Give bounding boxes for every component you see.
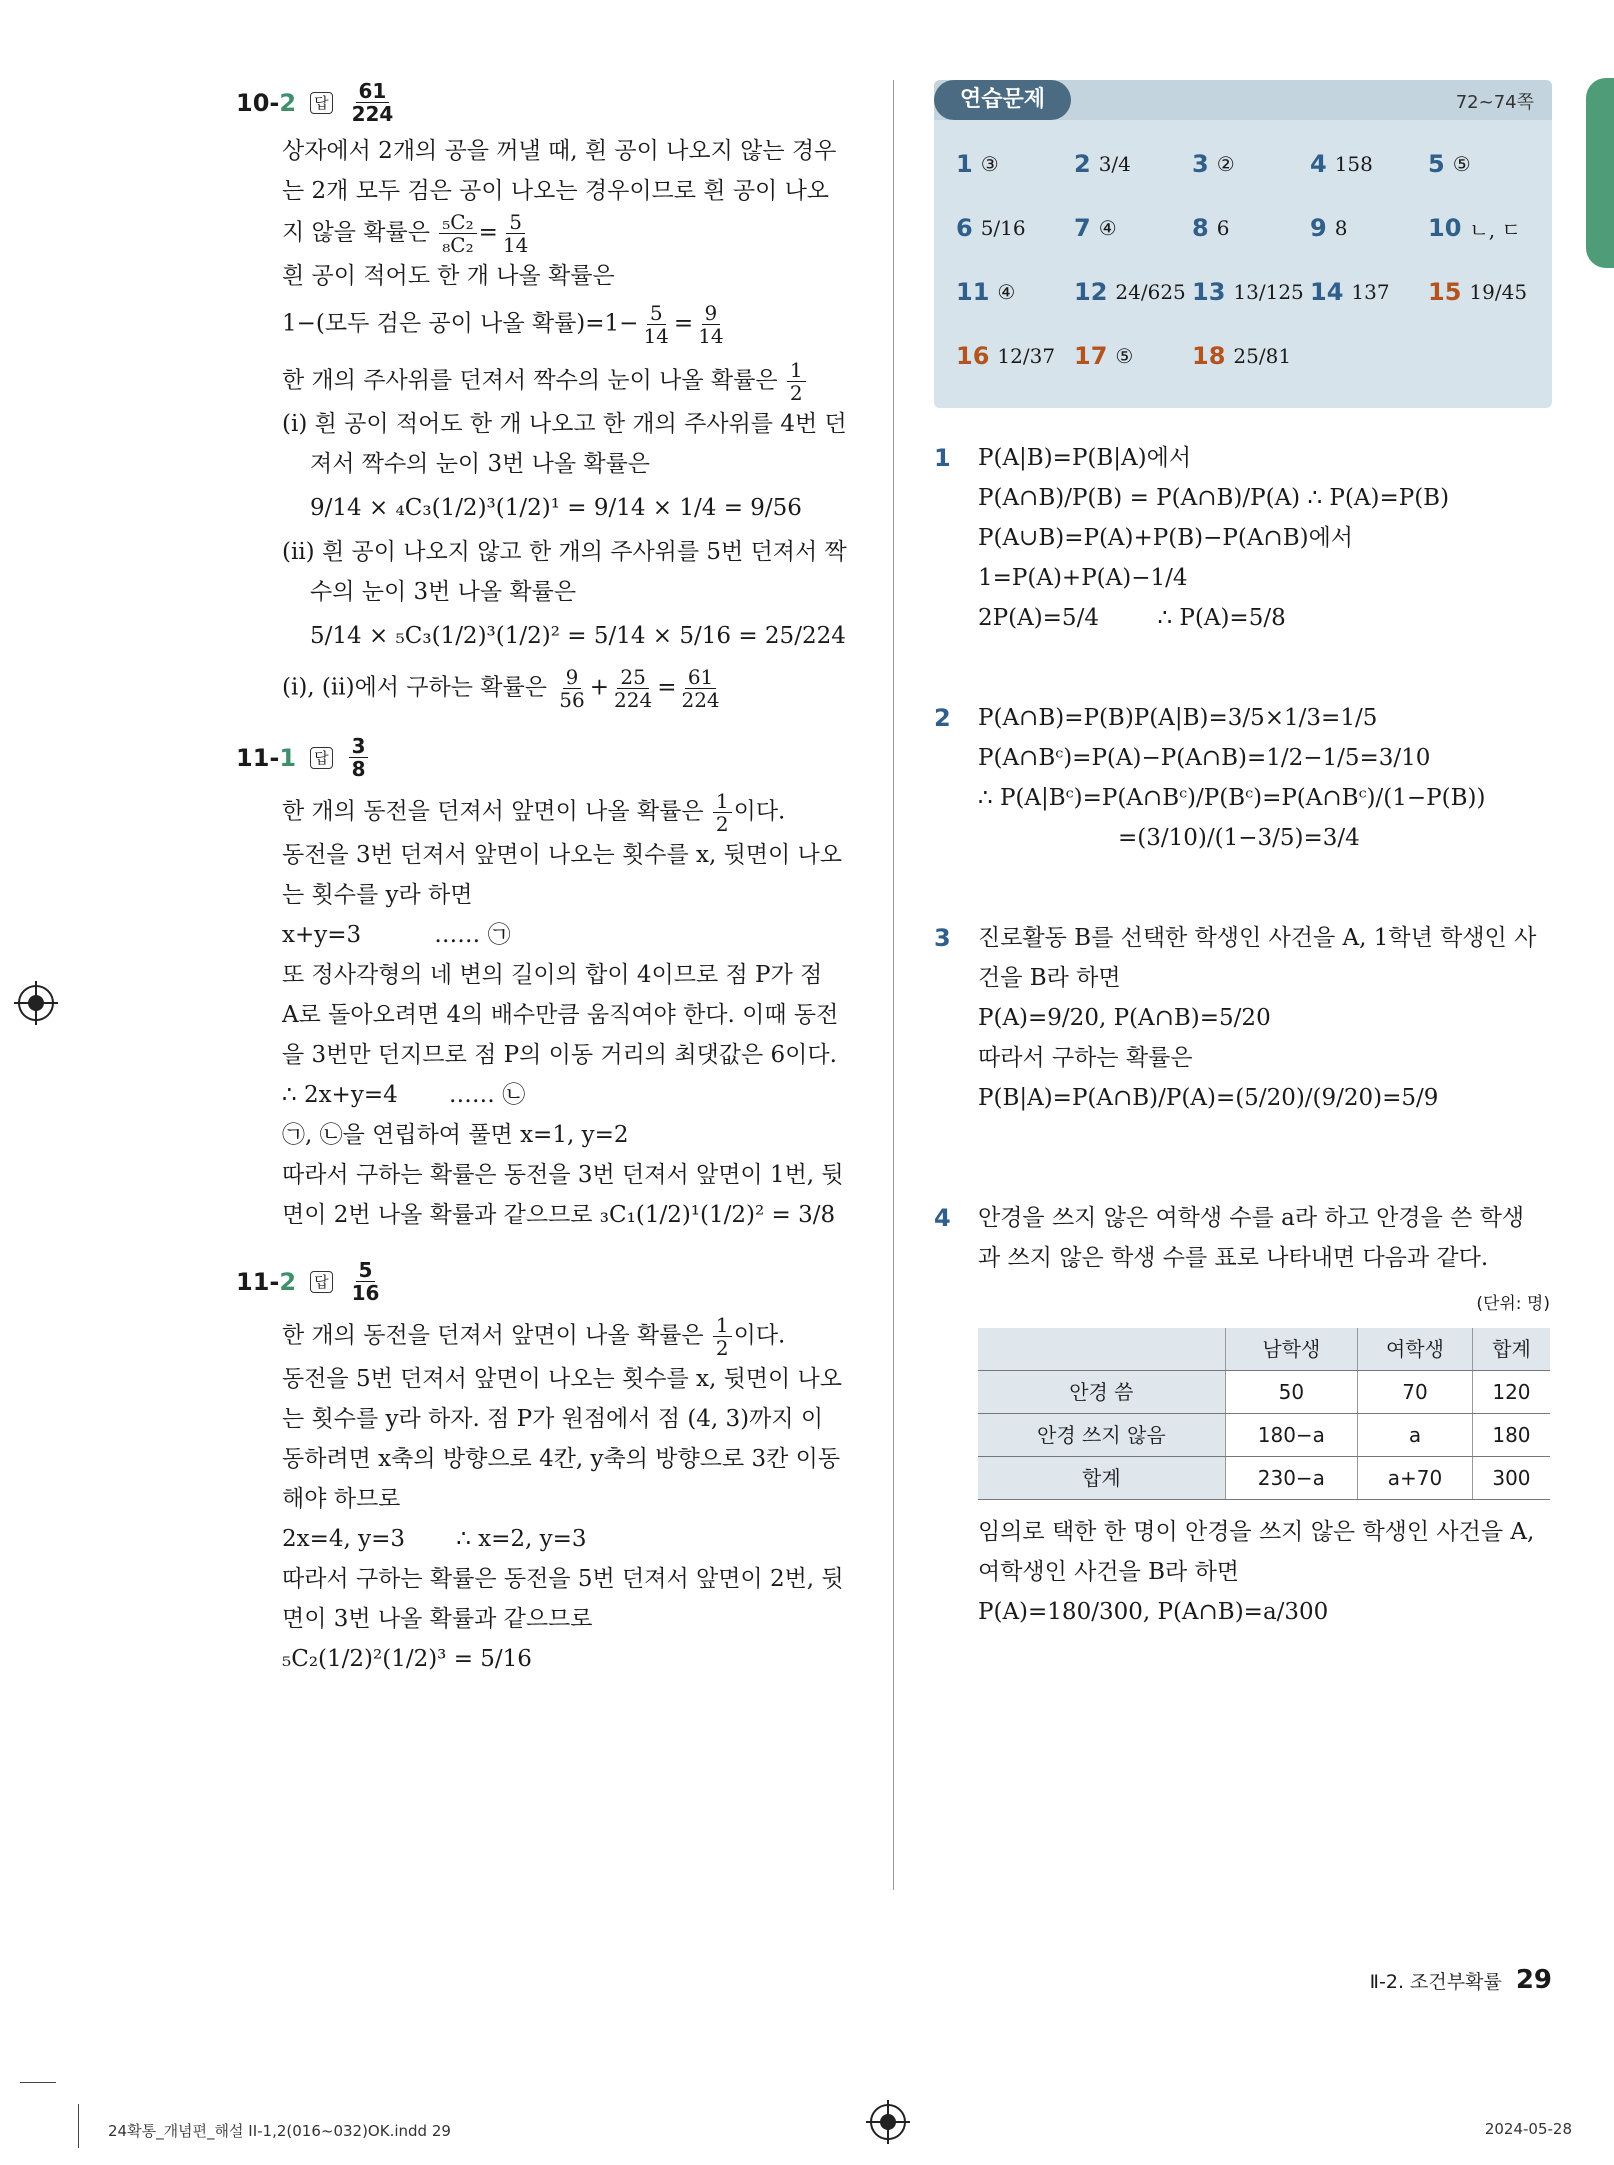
text-line: 한 개의 동전을 던져서 앞면이 나올 확률은 $\frac{1}{2}$ 이다.	[282, 789, 786, 836]
table-row	[978, 1414, 1550, 1457]
answer-item	[1074, 136, 1192, 192]
answer-value: ㄴ, ㄷ	[1469, 217, 1521, 242]
text-line: A로 돌아오려면 4의 배수만큼 움직여야 한다. 이때 동전	[282, 1002, 839, 1028]
solution-number: 4	[934, 1204, 951, 1232]
column-divider	[893, 80, 894, 1890]
table-cell: a	[1358, 1414, 1473, 1457]
table-header: 합계	[1472, 1328, 1550, 1371]
answer-value: $\frac{61}{224}$	[351, 79, 394, 126]
text-line: 면이 2번 나올 확률과 같으므로 ₃C₁(1/2)¹(1/2)² = 3/8	[282, 1202, 836, 1228]
answer-item	[1192, 328, 1310, 384]
text-line: 을 3번만 던지므로 점 P의 이동 거리의 최댓값은 6이다.	[282, 1042, 837, 1068]
math-line: P(B|A)=P(A∩B)/P(A)=(5/20)/(9/20)=5/9	[978, 1085, 1439, 1111]
table-cell: a+70	[1358, 1457, 1473, 1500]
answer-value: 6	[1216, 216, 1230, 240]
answer-number: 17	[1074, 342, 1108, 370]
answer-item	[1074, 328, 1192, 384]
text-line: 지 않을 확률은 $\frac{\text{₅C₂}}{\text{₈C₂}}$ = $\frac{5}{14}$	[282, 210, 529, 257]
text-line: 는 2개 모두 검은 공이 나오는 경우이므로 흰 공이 나오	[282, 178, 830, 204]
chapter-side-tab	[1586, 78, 1614, 268]
table-cell: 120	[1472, 1371, 1550, 1414]
text-line: (ⅱ) 흰 공이 나오지 않고 한 개의 주사위를 5번 던져서 짝	[282, 539, 847, 565]
solution-number: 3	[934, 924, 951, 952]
text-line: 임의로 택한 한 명이 안경을 쓰지 않은 학생인 사건을 A,	[978, 1519, 1535, 1545]
answer-value: 5/16	[980, 216, 1026, 240]
text-line: (ⅰ) 흰 공이 적어도 한 개 나오고 한 개의 주사위를 4번 던	[282, 411, 847, 437]
answer-number: 13	[1192, 278, 1226, 306]
registration-mark-icon	[18, 985, 54, 1021]
answer-item	[1192, 136, 1310, 192]
text-line: 한 개의 주사위를 던져서 짝수의 눈이 나올 확률은 $\frac{1}{2}$	[282, 359, 856, 404]
math-line: P(A∩B)=P(B)P(A|B)=3/5×1/3=1/5	[978, 705, 1378, 731]
answer-number: 16	[956, 342, 990, 370]
table-cell: 안경 쓰지 않음	[978, 1414, 1225, 1457]
text-line: 는 횟수를 y라 하자. 점 P가 원점에서 점 (4, 3)까지 이	[282, 1406, 824, 1432]
answer-item	[1192, 200, 1310, 256]
text-line: 흰 공이 적어도 한 개 나올 확률은	[282, 263, 615, 289]
solution-10-2	[236, 80, 856, 711]
math-line: P(A∪B)=P(A)+P(B)−P(A∩B)에서	[978, 525, 1354, 551]
file-slug: 24확통_개념편_해설 II-1,2(016~032)OK.indd 29	[108, 2122, 451, 2140]
solution-11-2	[236, 1259, 856, 1679]
section-label: Ⅱ-2. 조건부확률	[1369, 1971, 1502, 1993]
answer-item	[956, 200, 1074, 256]
registration-mark-icon	[870, 2104, 906, 2140]
answer-item	[1428, 264, 1546, 320]
answer-value: 3/4	[1098, 152, 1131, 176]
answer-value: 13/125	[1233, 280, 1304, 304]
math-line: 9/14 × ₄C₃(1/2)³(1/2)¹ = 9/14 × 1/4 = 9/56	[310, 495, 802, 521]
math-line: ∴ P(A|Bᶜ)=P(A∩Bᶜ)/P(Bᶜ)=P(A∩Bᶜ)/(1−P(B))	[978, 785, 1486, 811]
table-row	[978, 1371, 1550, 1414]
answer-value: 158	[1334, 152, 1373, 176]
answer-number: 4	[1310, 150, 1327, 178]
crop-mark	[78, 2104, 79, 2148]
solution-3	[934, 918, 1554, 1118]
text-line: 해야 하므로	[282, 1486, 401, 1512]
math-line: ∴ 2x+y=4 …… ㉡	[282, 1082, 526, 1108]
math-line: P(A)=9/20, P(A∩B)=5/20	[978, 1005, 1271, 1031]
answer-number: 7	[1074, 214, 1091, 242]
problem-number: 11-1	[236, 743, 297, 772]
table-cell: 230−a	[1225, 1457, 1357, 1500]
answer-number: 3	[1192, 150, 1209, 178]
text-line: 는 횟수를 y라 하면	[282, 882, 473, 908]
answer-number: 1	[956, 150, 973, 178]
text-line: 안경을 쓰지 않은 여학생 수를 a라 하고 안경을 쓴 학생	[978, 1205, 1525, 1231]
math-line: P(A|B)=P(B|A)에서	[978, 445, 1192, 471]
answer-value: 19/45	[1469, 280, 1528, 304]
answer-item	[956, 328, 1074, 384]
answer-number: 6	[956, 214, 973, 242]
solution-1	[934, 438, 1554, 638]
table-cell: 180	[1472, 1414, 1550, 1457]
math-line: 2x=4, y=3 ∴ x=2, y=3	[282, 1526, 587, 1552]
math-line: P(A)=180/300, P(A∩B)=a/300	[978, 1599, 1329, 1625]
crop-mark	[20, 2082, 56, 2083]
problem-number: 11-2	[236, 1267, 297, 1296]
answer-number: 5	[1428, 150, 1445, 178]
solution-number: 1	[934, 444, 951, 472]
date-slug: 2024-05-28	[1484, 2120, 1572, 2138]
table-cell: 70	[1358, 1371, 1473, 1414]
text-line: 동전을 3번 던져서 앞면이 나오는 횟수를 x, 뒷면이 나오	[282, 842, 842, 868]
answer-label: 답	[310, 747, 333, 769]
text-line: 따라서 구하는 확률은	[978, 1045, 1193, 1071]
answer-item	[956, 264, 1074, 320]
table-header: 남학생	[1225, 1328, 1357, 1371]
solution-4	[934, 1198, 1554, 1632]
answer-value: ③	[980, 152, 999, 176]
answer-value: ④	[1098, 216, 1117, 240]
answer-number: 10	[1428, 214, 1462, 242]
answer-number: 12	[1074, 278, 1108, 306]
table-cell: 180−a	[1225, 1414, 1357, 1457]
table-header	[978, 1328, 1225, 1371]
practice-pages: 72~74쪽	[1455, 92, 1534, 113]
page-number: 29	[1515, 1965, 1552, 1995]
answer-number: 8	[1192, 214, 1209, 242]
table-cell: 300	[1472, 1457, 1550, 1500]
answer-value: 12/37	[997, 344, 1056, 368]
answer-value: 25/81	[1233, 344, 1292, 368]
text-line: 여학생인 사건을 B라 하면	[978, 1559, 1240, 1585]
text-line: 과 쓰지 않은 학생 수를 표로 나타내면 다음과 같다.	[978, 1245, 1489, 1271]
math-line: 5/14 × ₅C₃(1/2)³(1/2)² = 5/14 × 5/16 = 25/224	[310, 623, 846, 649]
text-line: 또 정사각형의 네 변의 길이의 합이 4이므로 점 P가 점	[282, 962, 823, 988]
math-line: ₅C₂(1/2)²(1/2)³ = 5/16	[282, 1646, 532, 1672]
table-cell: 안경 씀	[978, 1371, 1225, 1414]
answer-item	[1310, 200, 1428, 256]
text-line: 따라서 구하는 확률은 동전을 3번 던져서 앞면이 1번, 뒷	[282, 1162, 844, 1188]
answer-label: 답	[310, 1271, 333, 1293]
table-header: 여학생	[1358, 1328, 1473, 1371]
answer-number: 11	[956, 278, 990, 306]
answer-value: 137	[1351, 280, 1390, 304]
answer-label: 답	[310, 92, 333, 114]
answer-number: 14	[1310, 278, 1344, 306]
text-line: 진로활동 B를 선택한 학생인 사건을 A, 1학년 학생인 사	[978, 925, 1537, 951]
text-line: 따라서 구하는 확률은 동전을 5번 던져서 앞면이 2번, 뒷	[282, 1566, 844, 1592]
answer-number: 2	[1074, 150, 1091, 178]
answer-value: ④	[997, 280, 1016, 304]
math-line: 1=P(A)+P(A)−1/4	[978, 565, 1188, 591]
answer-value: 24/625	[1115, 280, 1186, 304]
answer-value: 8	[1334, 216, 1348, 240]
text-line: 져서 짝수의 눈이 3번 나올 확률은	[310, 451, 651, 477]
answer-value: ⑤	[1115, 344, 1134, 368]
solution-number: 2	[934, 704, 951, 732]
page-footer	[1370, 1965, 1552, 1995]
text-line: 수의 눈이 3번 나올 확률은	[310, 579, 577, 605]
text-line: 한 개의 동전을 던져서 앞면이 나올 확률은 $\frac{1}{2}$ 이다.	[282, 1313, 786, 1360]
math-line: 2P(A)=5/4 ∴ P(A)=5/8	[978, 605, 1286, 631]
table-cell: 50	[1225, 1371, 1357, 1414]
text-line: 상자에서 2개의 공을 꺼낼 때, 흰 공이 나오지 않는 경우	[282, 138, 837, 164]
answer-item	[956, 136, 1074, 192]
math-line: =(3/10)/(1−3/5)=3/4	[1118, 825, 1360, 851]
table-unit: (단위: 명)	[1476, 1294, 1550, 1314]
answer-item	[1310, 136, 1428, 192]
problem-number: 10-2	[236, 88, 297, 117]
answer-item	[1428, 200, 1546, 256]
answer-item	[1310, 264, 1428, 320]
left-column	[236, 80, 856, 1679]
table-row	[978, 1457, 1550, 1500]
answer-item	[1428, 136, 1546, 192]
solution-11-1	[236, 735, 856, 1235]
text-line: 건을 B라 하면	[978, 965, 1121, 991]
solution-2	[934, 698, 1554, 858]
answer-item	[1192, 264, 1310, 320]
answer-value: $\frac{5}{16}$	[351, 1258, 380, 1305]
answer-number: 9	[1310, 214, 1327, 242]
right-column	[934, 80, 1554, 1632]
answer-value: $\frac{3}{8}$	[349, 735, 369, 780]
practice-answers-box	[934, 80, 1552, 408]
answer-item	[1074, 264, 1192, 320]
math-line: P(A∩Bᶜ)=P(A)−P(A∩B)=1/2−1/5=3/10	[978, 745, 1431, 771]
answer-value: ②	[1216, 152, 1235, 176]
text-line: ㉠, ㉡을 연립하여 풀면 x=1, y=2	[282, 1122, 629, 1148]
text-line: (ⅰ), (ⅱ)에서 구하는 확률은 $\frac{9}{56}$ + $\frac{25}{224}$ = $\frac{61}{224}$	[282, 665, 720, 712]
answer-grid	[934, 120, 1552, 384]
answer-number: 18	[1192, 342, 1226, 370]
text-line: 동하려면 x축의 방향으로 4칸, y축의 방향으로 3칸 이동	[282, 1446, 841, 1472]
answer-value: ⑤	[1452, 152, 1471, 176]
practice-title: 연습문제	[934, 80, 1071, 120]
table-cell: 합계	[978, 1457, 1225, 1500]
text-line: 면이 3번 나올 확률과 같으므로	[282, 1606, 593, 1632]
student-table	[978, 1328, 1550, 1500]
text-line: 동전을 5번 던져서 앞면이 나오는 횟수를 x, 뒷면이 나오	[282, 1366, 842, 1392]
math-line: P(A∩B)/P(B) = P(A∩B)/P(A) ∴ P(A)=P(B)	[978, 485, 1450, 511]
answer-item	[1074, 200, 1192, 256]
text-line: 1−(모두 검은 공이 나올 확률)=1− $\frac{5}{14}$ = $\frac{9}{14}$	[282, 301, 724, 348]
answer-number: 15	[1428, 278, 1462, 306]
math-line: x+y=3 …… ㉠	[282, 922, 511, 948]
